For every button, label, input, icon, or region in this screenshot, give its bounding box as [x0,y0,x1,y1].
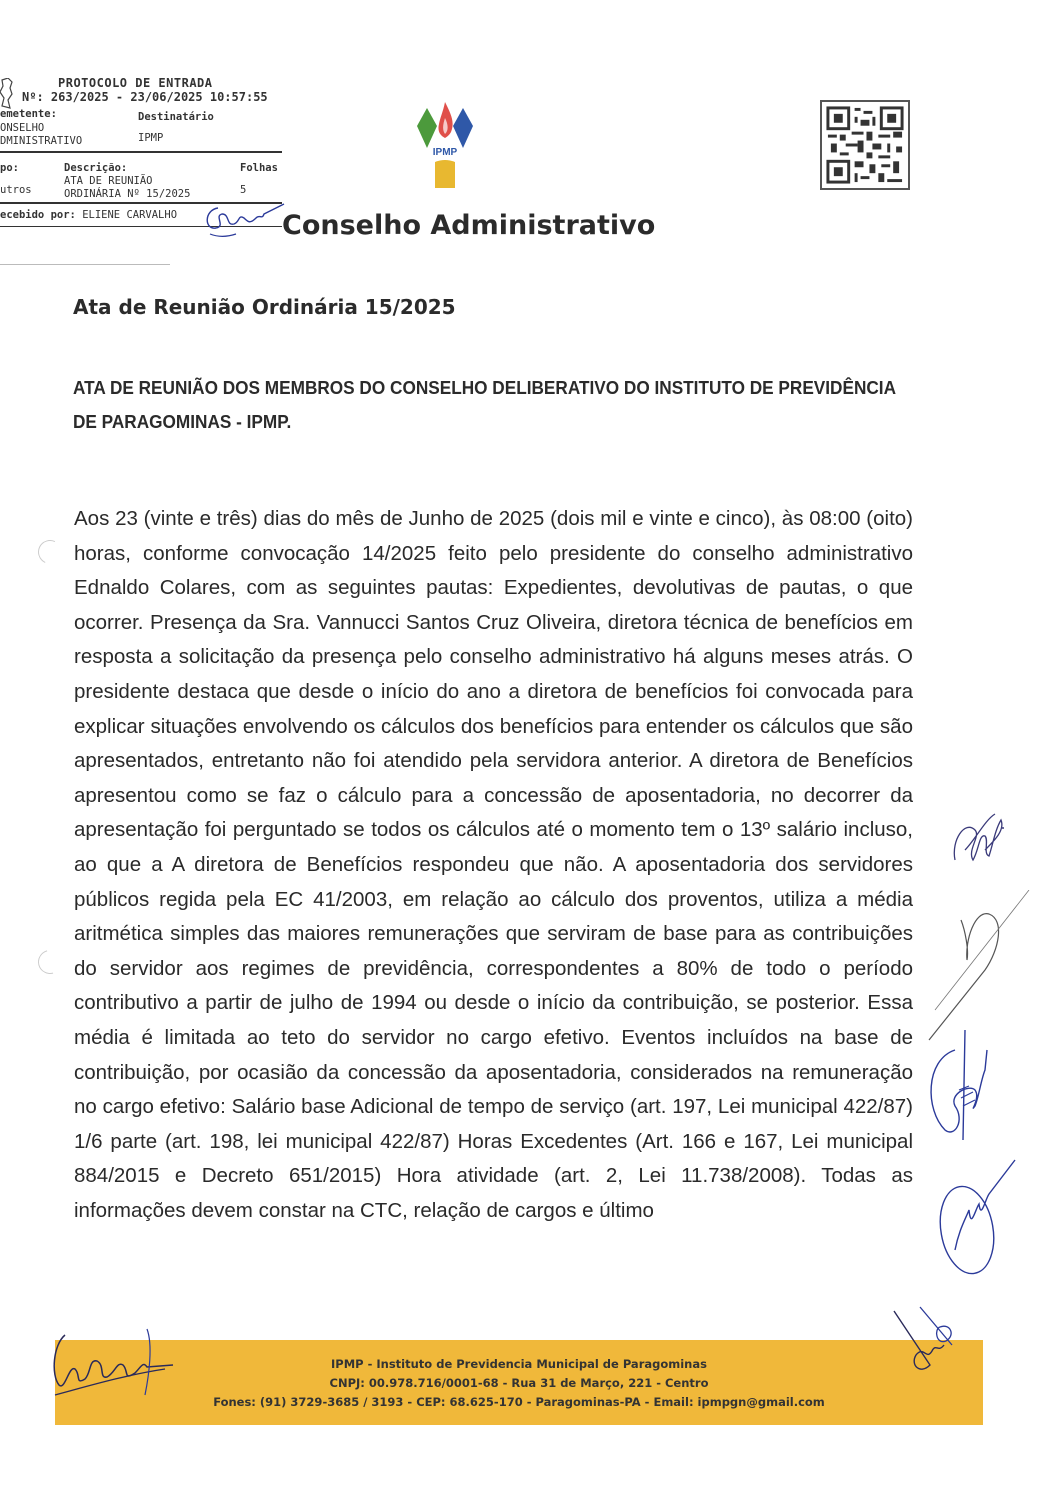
stamp-description-label: Descrição: [64,162,128,174]
punch-hole-mark [34,946,67,979]
stamp-received-value: ELIENE CARVALHO [82,209,178,221]
signature-4-icon [935,1150,1025,1280]
stamp-type-label: po: [0,162,19,174]
stamp-type-value: utros [0,184,32,196]
protocol-stamp [0,72,285,272]
signature-1-icon [945,800,1015,880]
ipmp-logo [415,100,475,195]
minutes-title: Ata de Reunião Ordinária 15/2025 [73,295,456,319]
stamp-divider [0,151,282,153]
coat-of-arms-icon [0,78,14,110]
footer-address: CNPJ: 00.978.716/0001-68 - Rua 31 de Março, 221 - Centro [329,1376,709,1390]
footer-institution: IPMP - Instituto de Previdencia Municipal de Paragominas [331,1357,707,1371]
qr-code[interactable] [820,100,910,190]
stamp-title: PROTOCOLO DE ENTRADA [58,76,213,90]
stamp-pages-label: Folhas [240,162,278,174]
initials-left-icon [45,1325,185,1405]
stamp-recipient-label: Destinatário [138,111,214,123]
stamp-description-value-2: ORDINÁRIA Nº 15/2025 [64,188,191,200]
stamp-sender-value-1: ONSELHO [0,122,45,134]
stamp-received [0,209,177,222]
stamp-divider [0,264,170,265]
footer-letterhead [55,1340,983,1425]
minutes-body [74,502,913,1228]
stamp-pages-value: 5 [240,184,247,196]
punch-hole-mark [35,537,66,568]
received-signature-icon [200,200,288,240]
initials-right-icon [890,1305,960,1385]
footer-contact: Fones: (91) 3729-3685 / 3193 - CEP: 68.625-170 - Paragominas-PA - Email: ipmpgn@gmail.com [213,1395,825,1409]
stamp-sender-value-2: DMINISTRATIVO [0,135,83,147]
stamp-sender-label: emetente: [0,108,57,120]
signature-3-icon [925,1020,1005,1150]
council-title: Conselho Administrativo [282,210,656,241]
stamp-recipient-value: IPMP [138,132,164,144]
minutes-paragraph: Aos 23 (vinte e três) dias do mês de Junho de 2025 (dois mil e vinte e cinco), às 08:00 (oito) horas, conforme convocação 14/2025 feito pelo presidente do conselho administrativo Ednaldo Colares, com as seguintes pautas: Expedientes, devolutivas de pautas, o que ocorrer. Presença da Sra. Vannucci Santos Cruz Oliveira, diretora técnica de benefícios em resposta a solicitação da presença pelo conselho administrativo há alguns meses atrás. O presidente destaca que desde o início do ano a diretora de benefícios foi convocada para explicar situações envolvendo os cálculos dos benefícios para entender os cálculos que são apresentados, entretanto não foi atendido pela servidora anterior. A diretora de Benefícios apresentou como se faz o cálculo para a concessão de aposentadoria, no decorrer da apresentação foi perguntado se todos os cálculos até o momento tem o 13º salário incluso, ao que a A diretora de Benefícios respondeu que não. A aposentadoria dos servidores públicos regida pela EC 41/2003, em relação ao cálculo dos proventos, utiliza a média aritmética simples das maiores remunerações que serviram de base para as contribuições do servidor aos regimes de previdência, correspondentes a 80% de todo o período contributivo a partir de julho de 1994 ou desde o início da contribuição, se posterior. Essa média é limitada ao teto do servidor no cargo efetivo. Eventos incluídos na base de contribuição, por ocasião da concessão da aposentadoria, considerados na remuneração no cargo efetivo: Salário base Adicional de tempo de serviço (art. 197, Lei municipal 422/87) 1/6 parte (art. 198, lei municipal 422/87) Horas Excedentes (Art. 166 e 167, Lei municipal 884/2015 e Decreto 651/2015) Hora atividade (art. 2, Lei 11.738/2008). Todas as informações devem constar na CTC, relação de cargos e último [74,507,913,1222]
stamp-received-label: ecebido por: [0,209,76,221]
logo-text: IPMP [432,147,458,158]
minutes-heading: ATA DE REUNIÃO DOS MEMBROS DO CONSELHO DELIBERATIVO DO INSTITUTO DE PREVIDÊNCIA DE PARAGOMINAS - IPMP. [73,377,896,432]
stamp-number: Nº: 263/2025 - 23/06/2025 10:57:55 [22,90,268,104]
stamp-description-value-1: ATA DE REUNIÃO [64,175,153,187]
qr-code-icon [822,102,908,188]
